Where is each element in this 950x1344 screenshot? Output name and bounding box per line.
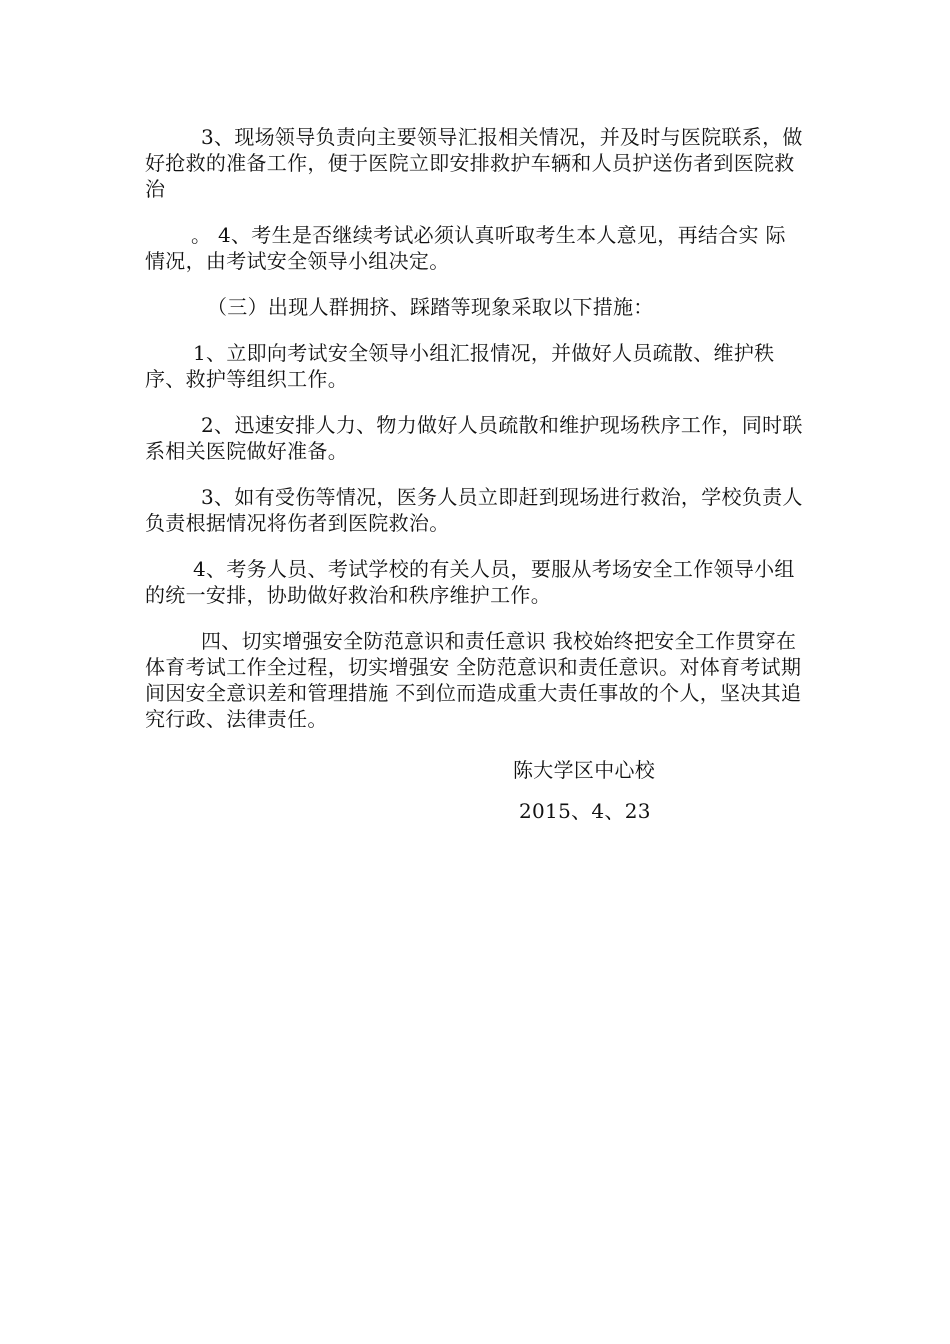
section-heading-crowding: （三）出现人群拥挤、踩踏等现象采取以下措施： xyxy=(207,295,654,319)
signature-organization: 陈大学区中心校 xyxy=(513,758,656,782)
document-body xyxy=(145,124,805,752)
paragraph-report-hospital: 3、现场领导负责向主要领导汇报相关情况，并及时与医院联系，做好抢救的准备工作，便于医院立即安排救护车辆和人员护送伤者到医院救治 xyxy=(145,125,803,201)
paragraph-exam-staff: 4、考务人员、考试学校的有关人员，要服从考场安全工作领导小组的统一安排，协助做好救治和秩序维护工作。 xyxy=(145,557,795,607)
paragraph-report-leadership: 1、立即向考试安全领导小组汇报情况，并做好人员疏散、维护秩序、救护等组织工作。 xyxy=(145,341,775,391)
paragraph-continue-exam: 。 4、考生是否继续考试必须认真听取考生本人意见，再结合实 际情况，由考试安全领导小组决定。 xyxy=(145,223,786,273)
paragraph-injury-treatment: 3、如有受伤等情况，医务人员立即赶到现场进行救治，学校负责人负责根据情况将伤者到医院救治。 xyxy=(145,485,803,535)
signature-date: 2015、4、23 xyxy=(519,799,651,823)
paragraph-safety-awareness: 四、切实增强安全防范意识和责任意识 我校始终把安全工作贯穿在体育考试工作全过程，切实增强安 全防范意识和责任意识。对体育考试期间因安全意识差和管理措施 不到位而造成重大责任事故的个人，坚决其追究行政、法律责任。 xyxy=(145,629,802,731)
paragraph-arrange-resources: 2、迅速安排人力、物力做好人员疏散和维护现场秩序工作，同时联系相关医院做好准备。 xyxy=(145,413,803,463)
